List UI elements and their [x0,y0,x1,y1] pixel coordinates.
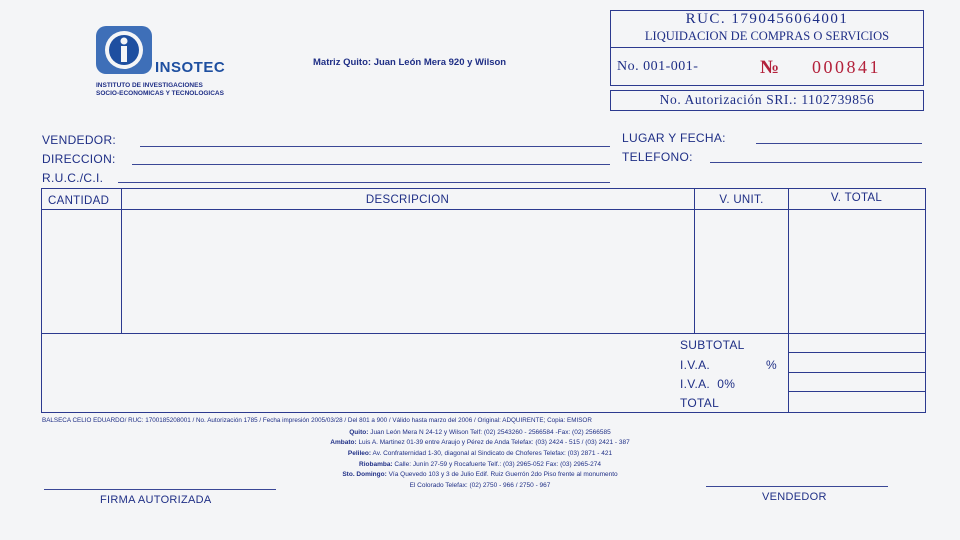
branch-quito: Quito: Juan León Mera N 24-12 y Wilson Telf: (02) 2543260 - 2566584 -Fax: (02) 2566585 [349,429,611,436]
document-type: LIQUIDACION DE COMPRAS O SERVICIOS [644,29,890,43]
totals-row-1 [789,352,926,353]
vendedor-signature-label: VENDEDOR [762,491,827,503]
branch-el-colorado: El Colorado Telefax: (02) 2750 - 966 / 2750 - 967 [409,482,551,489]
company-logo [96,26,152,74]
table-body-bottom [42,333,926,334]
sri-authorization: No. Autorización SRI.: 1102739856 [659,92,875,107]
lugar-fecha-field[interactable] [756,143,922,144]
number-symbol: № [760,57,780,78]
header-box-divider [611,47,923,48]
branch-ambato: Ambato: Luis A. Martinez 01-39 entre Araujo y Pérez de Anda Telefax: (03) 2424 - 515 / (03) 2421 - 387 [330,439,630,446]
iva-label: I.V.A. [680,358,711,372]
ruc-ci-label: R.U.C./C.I. [42,171,104,185]
direccion-label: DIRECCION: [42,152,116,166]
totals-row-3 [789,391,926,392]
telefono-field[interactable] [710,162,922,163]
company-subtitle-2: SOCIO-ECONOMICAS Y TECNOLOGICAS [96,90,224,97]
vendedor-field[interactable] [140,146,610,147]
col-divider-1 [121,189,122,334]
insotec-logo-icon [96,26,152,74]
telefono-label: TELEFONO: [622,150,693,164]
header-descripcion: DESCRIPCION [365,194,450,206]
branch-riobamba: Riobamba: Calle: Junín 27-59 y Rocafuerte Telf.: (03) 2965-052 Fax: (03) 2965-274 [359,461,601,468]
branch-pelileo: Pelileo: Av. Confraternidad 1-30, diagonal al Sindicato de Choferes Telefax: (03) 2871 - 421 [347,450,613,457]
totals-row-2 [789,372,926,373]
table-header-divider [42,209,926,210]
col-divider-2 [694,189,695,334]
direccion-field[interactable] [132,164,610,165]
branch-sto-domingo: Sto. Domingo: Vía Quevedo 103 y 3 de Julio Edif. Ruiz Guerrón 2do Piso frente al monumento [342,471,618,478]
ruc-number: RUC. 1790456064001 [685,11,849,27]
ruc-ci-field[interactable] [118,182,610,183]
header-v-unit: V. UNIT. [719,194,764,206]
items-table [41,188,926,413]
col-divider-3 [788,189,789,413]
subtotal-label: SUBTOTAL [680,338,745,352]
company-name: INSOTEC [155,59,226,76]
company-subtitle-1: INSTITUTO DE INVESTIGACIONES [96,82,203,89]
total-label: TOTAL [680,396,720,410]
header-cantidad: CANTIDAD [48,195,110,207]
document-number: 000841 [812,57,881,77]
document-number-prefix: No. 001-001- [617,59,699,74]
header-v-total: V. TOTAL [830,192,883,204]
firma-autorizada-label: FIRMA AUTORIZADA [100,494,212,506]
iva-percent: % [766,358,777,372]
printer-line: BALSECA CELIO EDUARDO/ RUC: 1700185208001 / No. Autorización 1785 / Fecha impresión 2005/03/28 / Del 801 a 900 / Válido hasta marzo del 2006 / Original: ADQUIRENTE; Copia: EMISOR [42,417,592,424]
signature-line-left[interactable] [44,489,276,490]
company-address: Matriz Quito: Juan León Mera 920 y Wilson [313,57,507,68]
iva-zero-label: I.V.A. 0% [680,377,736,391]
lugar-fecha-label: LUGAR Y FECHA: [622,131,726,145]
signature-line-right[interactable] [706,486,888,487]
vendedor-label: VENDEDOR: [42,133,117,147]
